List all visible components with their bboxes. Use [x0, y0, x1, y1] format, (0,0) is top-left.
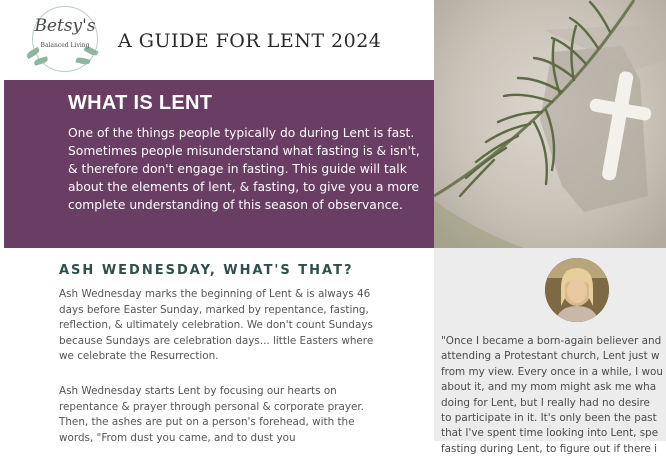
ash-wednesday-paragraph-1: Ash Wednesday marks the beginning of Lent & is always 46 days before Easter Sunday, marked by repentance, fasting, reflection, & ultimately celebration. We don't count Sundays because Sundays are celebration days... little Easters where we celebrate the Resurrection. [59, 288, 374, 362]
quote-line: about it, and my mom might ask me wha [441, 381, 657, 394]
quote-line: doing for Lent, but I really had no desire [441, 396, 650, 409]
intro-section [4, 80, 434, 248]
quote-line: from my view. Every once in a while, I wou [441, 365, 663, 378]
intro-body: One of the things people typically do during Lent is fast. Sometimes people misunderstand what fasting is & isn't, & therefore don't engage in fasting. This guide will talk about the elements of lent, & fasting, to give you a more complete understanding of this season of observance. [68, 126, 420, 212]
intro-heading: WHAT IS LENT [68, 92, 213, 114]
logo-name: Betsy's [34, 16, 96, 36]
logo-tagline: Balanced Living [40, 42, 90, 49]
quote-line: "Once I became a born-again believer and [441, 335, 662, 347]
quote-line: attending a Protestant church, Lent just w [441, 350, 660, 363]
author-portrait-icon [545, 258, 609, 322]
guide-title: A GUIDE FOR LENT 2024 [118, 30, 382, 52]
ash-wednesday-paragraph-2: Ash Wednesday starts Lent by focusing our hearts on repentance & prayer through personal & corporate prayer. Then, the ashes are put on a person's forehead, with the words, "From dust you came, and to dust you [59, 385, 365, 444]
quote-line: to participate in it. It's only been the past [441, 412, 657, 425]
quote-line: that I've spent time looking into Lent, spe [441, 427, 659, 440]
author-avatar [545, 258, 609, 322]
cross-in-ashes-photo [434, 0, 666, 248]
ash-wednesday-heading: ASH WEDNESDAY, WHAT'S THAT? [59, 263, 354, 278]
brand-logo [24, 2, 106, 74]
testimonial-quote [441, 334, 666, 457]
ash-cross-image [434, 0, 666, 248]
quote-line: fasting during Lent, to figure out if there i [441, 442, 658, 455]
